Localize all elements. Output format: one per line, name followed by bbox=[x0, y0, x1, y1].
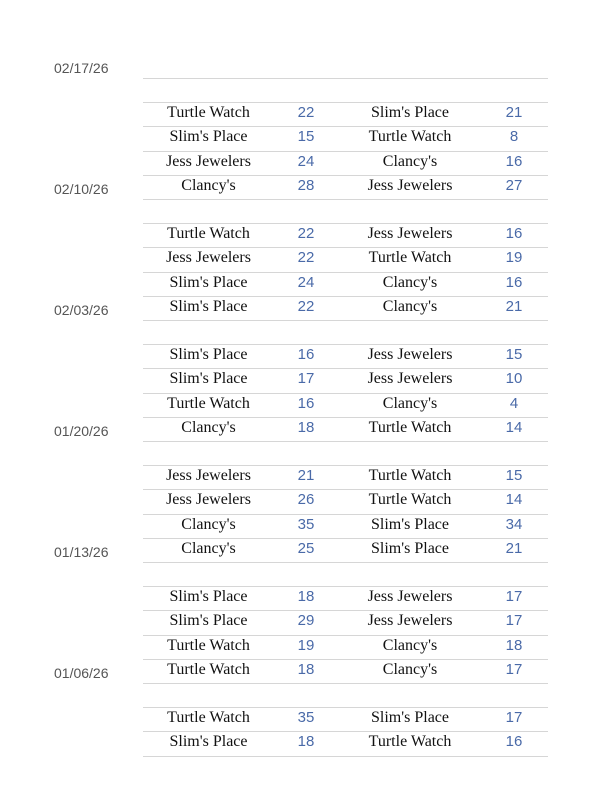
away-score: 15 bbox=[505, 346, 523, 364]
away-score: 16 bbox=[505, 152, 523, 170]
home-team: Turtle Watch bbox=[167, 709, 250, 727]
row-divider bbox=[143, 199, 548, 200]
week-date: 02/10/26 bbox=[54, 181, 109, 197]
game-row bbox=[143, 585, 548, 609]
away-team: Clancy's bbox=[382, 152, 438, 170]
away-team: Turtle Watch bbox=[368, 249, 452, 267]
away-score: 16 bbox=[505, 225, 523, 243]
home-score: 15 bbox=[297, 128, 315, 146]
away-team: Turtle Watch bbox=[368, 467, 452, 485]
row-divider bbox=[143, 683, 548, 684]
home-team: Turtle Watch bbox=[167, 394, 250, 412]
away-score: 17 bbox=[505, 660, 523, 678]
home-team: Slim's Place bbox=[169, 128, 248, 146]
game-row bbox=[143, 658, 548, 682]
home-score: 16 bbox=[297, 346, 315, 364]
home-team: Clancy's bbox=[181, 539, 236, 557]
game-row bbox=[143, 271, 548, 295]
game-row bbox=[143, 295, 548, 319]
away-score: 21 bbox=[505, 539, 523, 557]
away-score: 16 bbox=[505, 733, 523, 751]
away-score: 15 bbox=[505, 467, 523, 485]
home-score: 26 bbox=[297, 491, 315, 509]
week-date: 02/17/26 bbox=[54, 60, 109, 76]
home-score: 24 bbox=[297, 152, 315, 170]
away-score: 8 bbox=[509, 128, 519, 146]
home-team: Jess Jewelers bbox=[166, 152, 251, 170]
away-score: 17 bbox=[505, 612, 523, 630]
home-team: Turtle Watch bbox=[167, 104, 250, 122]
away-team: Turtle Watch bbox=[368, 418, 452, 436]
away-score: 34 bbox=[505, 515, 523, 533]
away-score: 17 bbox=[505, 709, 523, 727]
home-score: 22 bbox=[297, 249, 315, 267]
game-row bbox=[143, 706, 548, 730]
away-team: Slim's Place bbox=[371, 709, 449, 727]
game-row bbox=[143, 634, 548, 658]
away-team: Jess Jewelers bbox=[367, 588, 453, 606]
home-score: 19 bbox=[297, 636, 315, 654]
away-team: Turtle Watch bbox=[368, 128, 452, 146]
away-team: Slim's Place bbox=[371, 515, 449, 533]
home-score: 18 bbox=[297, 418, 315, 436]
home-team: Clancy's bbox=[181, 176, 236, 194]
away-team: Turtle Watch bbox=[368, 491, 452, 509]
away-team: Jess Jewelers bbox=[367, 346, 453, 364]
away-score: 19 bbox=[505, 249, 523, 267]
away-score: 4 bbox=[509, 394, 519, 412]
home-score: 18 bbox=[297, 588, 315, 606]
away-team: Clancy's bbox=[382, 394, 438, 412]
week-date: 01/13/26 bbox=[54, 544, 109, 560]
home-score: 17 bbox=[297, 370, 315, 388]
away-team: Slim's Place bbox=[371, 539, 449, 557]
home-score: 18 bbox=[297, 660, 315, 678]
week-date: 01/06/26 bbox=[54, 665, 109, 681]
home-team: Turtle Watch bbox=[167, 225, 250, 243]
away-team: Jess Jewelers bbox=[367, 370, 453, 388]
home-score: 24 bbox=[297, 273, 315, 291]
away-score: 27 bbox=[505, 176, 523, 194]
home-score: 35 bbox=[297, 515, 315, 533]
home-team: Jess Jewelers bbox=[166, 467, 251, 485]
game-row bbox=[143, 537, 548, 561]
home-team: Slim's Place bbox=[169, 733, 248, 751]
game-row bbox=[143, 246, 548, 270]
row-divider bbox=[143, 562, 548, 563]
row-divider bbox=[143, 441, 548, 442]
away-team: Jess Jewelers bbox=[367, 612, 453, 630]
away-score: 14 bbox=[505, 491, 523, 509]
game-row bbox=[143, 367, 548, 391]
game-row bbox=[143, 125, 548, 149]
away-score: 10 bbox=[505, 370, 523, 388]
home-team: Clancy's bbox=[181, 515, 236, 533]
game-row bbox=[143, 609, 548, 633]
game-row bbox=[143, 101, 548, 125]
home-score: 29 bbox=[297, 612, 315, 630]
home-team: Slim's Place bbox=[169, 370, 248, 388]
week-date: 01/20/26 bbox=[54, 423, 109, 439]
home-score: 35 bbox=[297, 709, 315, 727]
home-score: 18 bbox=[297, 733, 315, 751]
away-team: Clancy's bbox=[382, 636, 438, 654]
home-team: Turtle Watch bbox=[167, 636, 250, 654]
away-score: 21 bbox=[505, 297, 523, 315]
away-score: 21 bbox=[505, 104, 523, 122]
away-score: 16 bbox=[505, 273, 523, 291]
away-score: 18 bbox=[505, 636, 523, 654]
home-team: Slim's Place bbox=[169, 612, 248, 630]
home-score: 21 bbox=[297, 467, 315, 485]
home-team: Jess Jewelers bbox=[166, 249, 251, 267]
home-team: Slim's Place bbox=[169, 588, 248, 606]
game-row bbox=[143, 513, 548, 537]
home-team: Jess Jewelers bbox=[166, 491, 251, 509]
away-score: 17 bbox=[505, 588, 523, 606]
away-score: 14 bbox=[505, 418, 523, 436]
away-team: Turtle Watch bbox=[368, 733, 452, 751]
home-team: Slim's Place bbox=[169, 273, 248, 291]
home-team: Clancy's bbox=[181, 418, 236, 436]
home-team: Turtle Watch bbox=[167, 660, 250, 678]
home-score: 22 bbox=[297, 104, 315, 122]
row-divider bbox=[143, 78, 548, 79]
home-score: 22 bbox=[297, 225, 315, 243]
game-row bbox=[143, 416, 548, 440]
home-score: 25 bbox=[297, 539, 315, 557]
away-team: Clancy's bbox=[382, 297, 438, 315]
home-score: 28 bbox=[297, 176, 315, 194]
away-team: Slim's Place bbox=[371, 104, 449, 122]
away-team: Clancy's bbox=[382, 660, 438, 678]
game-row bbox=[143, 488, 548, 512]
game-row bbox=[143, 730, 548, 754]
row-divider bbox=[143, 320, 548, 321]
home-score: 22 bbox=[297, 297, 315, 315]
game-row bbox=[143, 343, 548, 367]
away-team: Jess Jewelers bbox=[367, 225, 453, 243]
game-row bbox=[143, 174, 548, 198]
away-team: Jess Jewelers bbox=[367, 176, 453, 194]
home-team: Slim's Place bbox=[169, 346, 248, 364]
game-row bbox=[143, 150, 548, 174]
home-team: Slim's Place bbox=[169, 297, 248, 315]
away-team: Clancy's bbox=[382, 273, 438, 291]
game-row bbox=[143, 464, 548, 488]
game-row bbox=[143, 392, 548, 416]
week-date: 02/03/26 bbox=[54, 302, 109, 318]
home-score: 16 bbox=[297, 394, 315, 412]
row-divider bbox=[143, 756, 548, 757]
game-row bbox=[143, 222, 548, 246]
